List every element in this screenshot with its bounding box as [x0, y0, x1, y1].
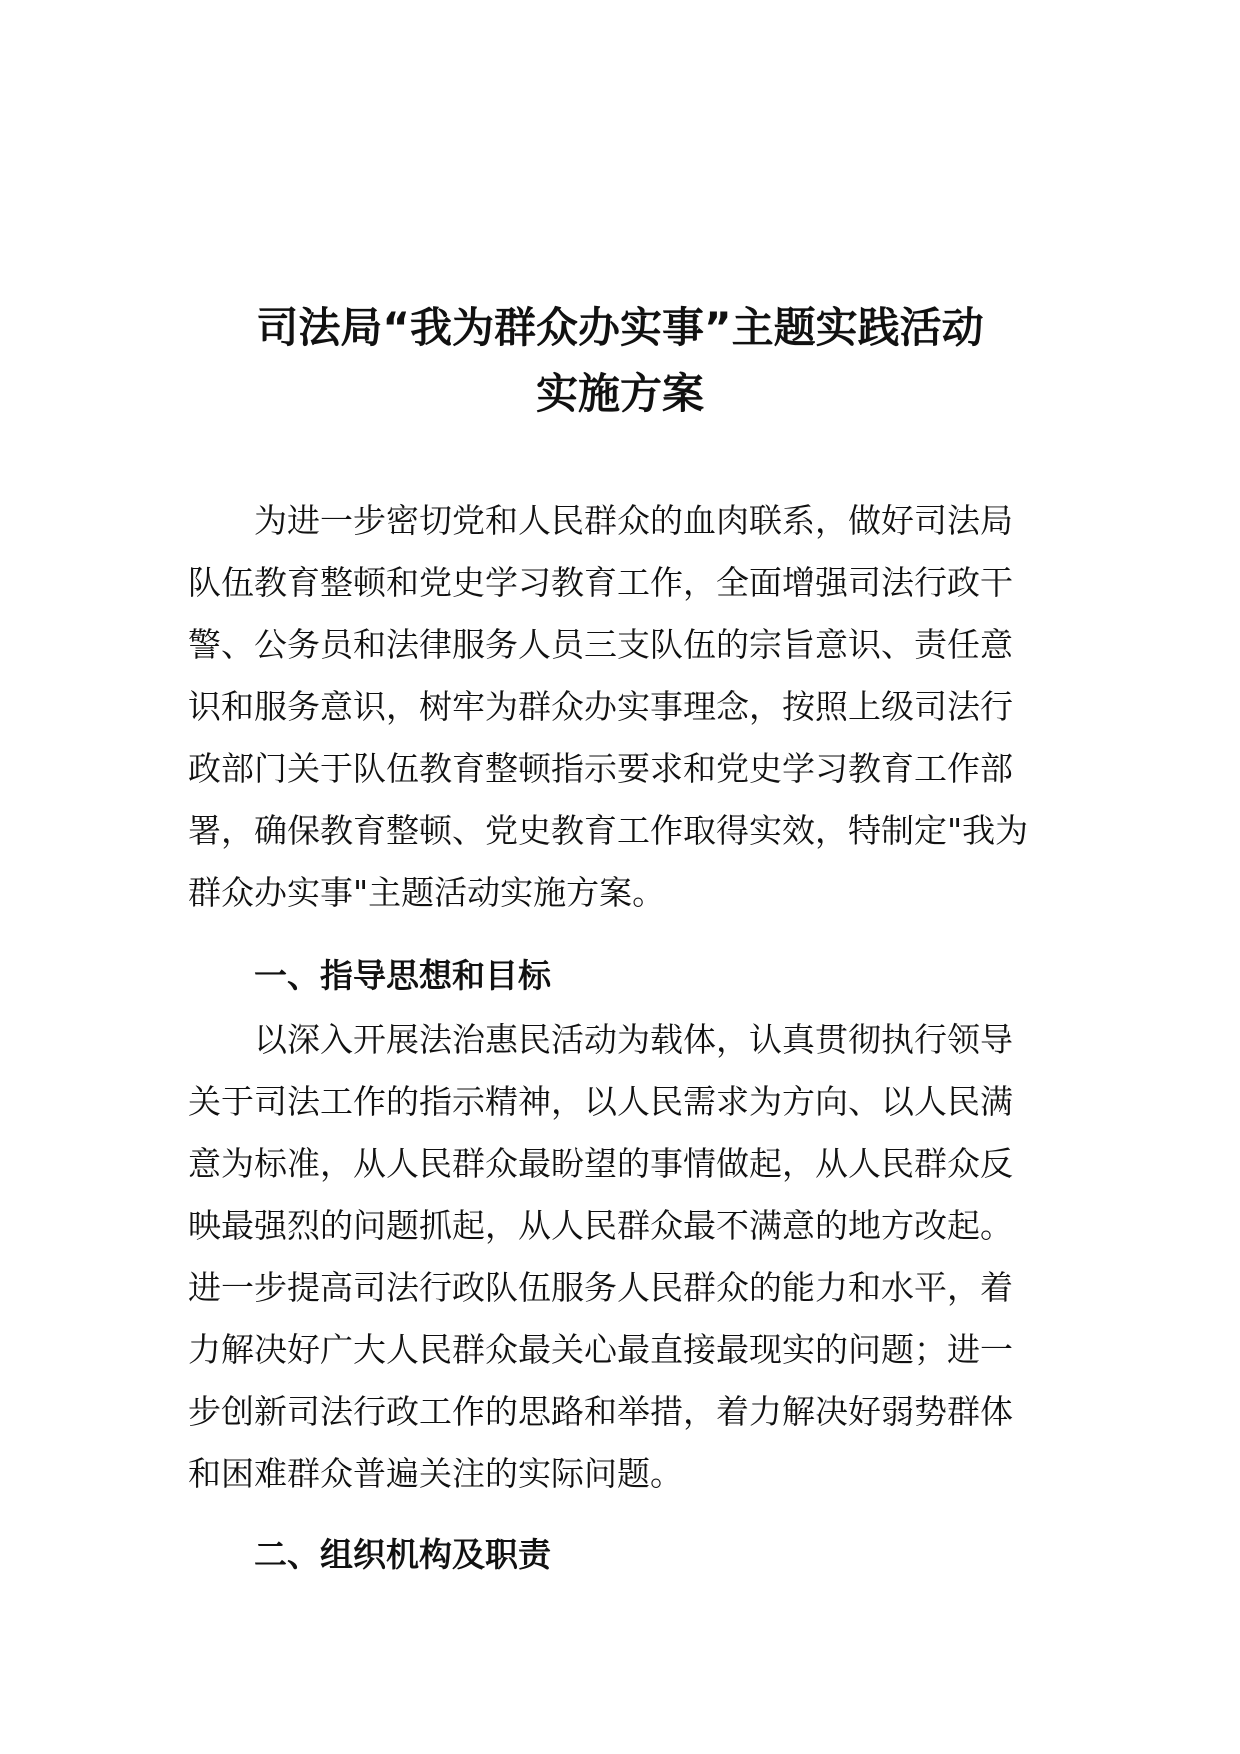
paragraph-line: 识和服务意识，树牢为群众办实事理念，按照上级司法行: [188, 687, 1013, 726]
paragraph-line: 映最强烈的问题抓起，从人民群众最不满意的地方改起。: [188, 1206, 1013, 1245]
paragraph-line: 和困难群众普遍关注的实际问题。: [188, 1454, 683, 1493]
paragraph-line: 为进一步密切党和人民群众的血肉联系，做好司法局: [254, 501, 1013, 540]
paragraph-line: 力解决好广大人民群众最关心最直接最现实的问题；进一: [188, 1330, 1013, 1369]
paragraph-line: 步创新司法行政工作的思路和举措，着力解决好弱势群体: [188, 1392, 1013, 1431]
paragraph-line: 署，确保教育整顿、党史教育工作取得实效，特制定"我为: [188, 811, 1029, 850]
paragraph-line: 政部门关于队伍教育整顿指示要求和党史学习教育工作部: [188, 749, 1013, 788]
section-heading-organization: 二、组织机构及职责: [254, 1535, 551, 1574]
intro-paragraph: [188, 490, 1062, 924]
paragraph-line: 警、公务员和法律服务人员三支队伍的宗旨意识、责任意: [188, 625, 1013, 664]
paragraph-line: 关于司法工作的指示精神，以人民需求为方向、以人民满: [188, 1082, 1013, 1121]
section-heading-guiding-ideology: 一、指导思想和目标: [254, 956, 551, 995]
paragraph-line: 队伍教育整顿和党史学习教育工作，全面增强司法行政干: [188, 563, 1013, 602]
paragraph-line: 以深入开展法治惠民活动为载体，认真贯彻执行领导: [254, 1020, 1013, 1059]
document-title-line-2: 实施方案: [535, 369, 704, 418]
paragraph-line: 进一步提高司法行政队伍服务人民群众的能力和水平，着: [188, 1268, 1013, 1307]
guiding-ideology-paragraph: [188, 1009, 1062, 1505]
paragraph-line: 意为标准，从人民群众最盼望的事情做起，从人民群众反: [188, 1144, 1013, 1183]
paragraph-line: 群众办实事"主题活动实施方案。: [188, 873, 666, 912]
document-title-line-1: 司法局“我为群众办实事”主题实践活动: [256, 303, 984, 352]
